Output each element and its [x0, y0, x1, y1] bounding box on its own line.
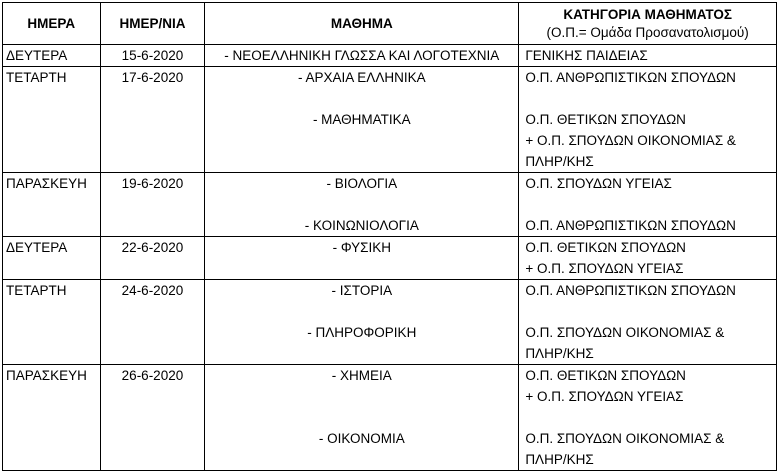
subject-item: - ΧΗΜΕΙΑ	[331, 368, 392, 383]
category-cell	[519, 45, 777, 67]
subject-item: - ΟΙΚΟΝΟΜΙΑ	[318, 431, 405, 446]
category-line: + Ο.Π. ΣΠΟΥΔΩΝ ΟΙΚΟΝΟΜΙΑΣ &	[525, 133, 736, 148]
header-row	[3, 3, 777, 45]
category-cell	[519, 237, 777, 280]
category-line: Ο.Π. ΣΠΟΥΔΩΝ ΥΓΕΙΑΣ	[525, 176, 672, 191]
category-cell	[519, 365, 777, 471]
day-cell: ΔΕΥΤΕΡΑ	[3, 237, 101, 280]
category-cell	[519, 280, 777, 365]
category-line: Ο.Π. ΑΝΘΡΩΠΙΣΤΙΚΩΝ ΣΠΟΥΔΩΝ	[525, 283, 736, 298]
category-line: Ο.Π. ΘΕΤΙΚΩΝ ΣΠΟΥΔΩΝ	[525, 368, 686, 383]
exam-schedule-table	[2, 2, 777, 471]
day-cell: ΤΕΤΑΡΤΗ	[3, 67, 101, 173]
date-cell: 19-6-2020	[100, 173, 205, 237]
subject-item: - ΜΑΘΗΜΑΤΙΚΑ	[312, 112, 411, 127]
subject-item: - ΒΙΟΛΟΓΙΑ	[326, 176, 398, 191]
subject-item: - ΙΣΤΟΡΙΑ	[331, 283, 393, 298]
table-row	[3, 173, 777, 237]
category-line: Ο.Π. ΣΠΟΥΔΩΝ ΟΙΚΟΝΟΜΙΑΣ &	[525, 431, 725, 446]
category-line: ΠΛΗΡ/ΚΗΣ	[525, 154, 594, 169]
date-cell: 24-6-2020	[100, 280, 205, 365]
category-line: Ο.Π. ΑΝΘΡΩΠΙΣΤΙΚΩΝ ΣΠΟΥΔΩΝ	[525, 70, 736, 85]
header-category	[519, 3, 777, 45]
subject-cell	[205, 237, 519, 280]
category-line: + Ο.Π. ΣΠΟΥΔΩΝ ΥΓΕΙΑΣ	[525, 261, 684, 276]
category-cell	[519, 67, 777, 173]
subject-cell	[205, 67, 519, 173]
table-row	[3, 365, 777, 471]
day-cell: ΔΕΥΤΕΡΑ	[3, 45, 101, 67]
date-cell: 26-6-2020	[100, 365, 205, 471]
category-line: Ο.Π. ΘΕΤΙΚΩΝ ΣΠΟΥΔΩΝ	[525, 112, 686, 127]
header-category-note: (Ο.Π.= Ομάδα Προσανατολισμού)	[546, 24, 749, 40]
day-cell: ΠΑΡΑΣΚΕΥΗ	[3, 365, 101, 471]
header-day: ΗΜΕΡΑ	[3, 3, 101, 45]
day-cell: ΤΕΤΑΡΤΗ	[3, 280, 101, 365]
date-cell: 22-6-2020	[100, 237, 205, 280]
category-line: Ο.Π. ΑΝΘΡΩΠΙΣΤΙΚΩΝ ΣΠΟΥΔΩΝ	[525, 218, 736, 233]
subject-cell	[205, 365, 519, 471]
subject-cell	[205, 173, 519, 237]
category-line: Ο.Π. ΣΠΟΥΔΩΝ ΟΙΚΟΝΟΜΙΑΣ &	[525, 325, 725, 340]
header-date: ΗΜΕΡ/ΝΙΑ	[100, 3, 205, 45]
subject-item: - ΚΟΙΝΩΝΙΟΛΟΓΙΑ	[304, 218, 419, 233]
subject-item: - ΑΡΧΑΙΑ ΕΛΛΗΝΙΚΑ	[298, 70, 426, 85]
subject-item: - ΝΕΟΕΛΛΗΝΙΚΗ ΓΛΩΣΣΑ ΚΑΙ ΛΟΓΟΤΕΧΝΙΑ	[224, 48, 500, 63]
category-line: ΠΛΗΡ/ΚΗΣ	[525, 346, 594, 361]
table-row	[3, 45, 777, 67]
table-row	[3, 280, 777, 365]
table-row	[3, 237, 777, 280]
day-cell: ΠΑΡΑΣΚΕΥΗ	[3, 173, 101, 237]
category-line: Ο.Π. ΘΕΤΙΚΩΝ ΣΠΟΥΔΩΝ	[525, 240, 686, 255]
subject-item: - ΠΛΗΡΟΦΟΡΙΚΗ	[307, 325, 417, 340]
table-row	[3, 67, 777, 173]
header-category-title: ΚΑΤΗΓΟΡΙΑ ΜΑΘΗΜΑΤΟΣ	[563, 6, 732, 22]
date-cell: 17-6-2020	[100, 67, 205, 173]
category-cell	[519, 173, 777, 237]
date-cell: 15-6-2020	[100, 45, 205, 67]
subject-cell	[205, 280, 519, 365]
subject-cell	[205, 45, 519, 67]
category-line: ΓΕΝΙΚΗΣ ΠΑΙΔΕΙΑΣ	[525, 48, 648, 63]
category-line: ΠΛΗΡ/ΚΗΣ	[525, 452, 594, 467]
header-subject: ΜΑΘΗΜΑ	[205, 3, 519, 45]
category-line: + Ο.Π. ΣΠΟΥΔΩΝ ΥΓΕΙΑΣ	[525, 389, 684, 404]
subject-item: - ΦΥΣΙΚΗ	[332, 240, 392, 255]
